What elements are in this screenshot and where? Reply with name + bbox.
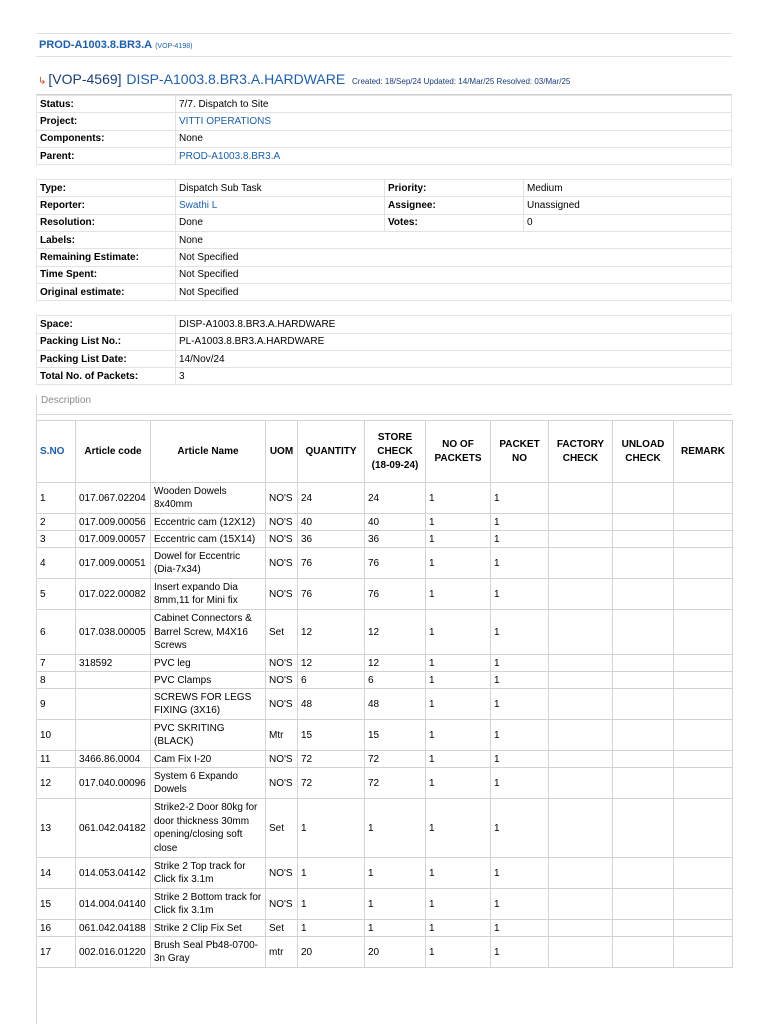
cell-uom: Mtr	[266, 720, 298, 751]
cell-unload-check	[613, 514, 674, 531]
votes-value: 0	[524, 214, 732, 231]
table-row	[37, 889, 733, 920]
col-header-store-check: STORE CHECK (18-09-24)	[365, 421, 426, 483]
subtask-icon: ↳	[38, 76, 47, 87]
cell-article-name: PVC leg	[151, 655, 266, 672]
table-row	[37, 751, 733, 768]
details-row-resolution	[37, 214, 732, 231]
cell-store-check: 76	[365, 548, 426, 579]
cell-article-name: Strike 2 Bottom track for Click fix 3.1m	[151, 889, 266, 920]
cell-article-code: 017.009.00051	[76, 548, 151, 579]
cell-store-check: 76	[365, 579, 426, 610]
cell-unload-check	[613, 610, 674, 655]
cell-unload-check	[613, 548, 674, 579]
cell-article-code: 017.038.00005	[76, 610, 151, 655]
cell-store-check: 12	[365, 655, 426, 672]
packing-list-header-row	[37, 421, 733, 483]
cell-remark	[674, 858, 733, 889]
cell-no-of-packets: 1	[426, 548, 491, 579]
packing-list-date-value: 14/Nov/24	[176, 350, 732, 367]
parent-breadcrumb	[36, 33, 732, 57]
table-row	[37, 548, 733, 579]
table-row	[37, 655, 733, 672]
cell-uom: NO'S	[266, 655, 298, 672]
cell-uom: NO'S	[266, 548, 298, 579]
packing-list-body	[37, 483, 733, 968]
description-heading: Description	[41, 395, 92, 407]
table-row	[37, 920, 733, 937]
cell-article-code: 017.022.00082	[76, 579, 151, 610]
cell-article-name: Cam Fix I-20	[151, 751, 266, 768]
table-row	[37, 689, 733, 720]
cell-store-check: 40	[365, 514, 426, 531]
cell-quantity: 12	[298, 610, 365, 655]
cell-factory-check	[549, 655, 613, 672]
cell-quantity: 1	[298, 858, 365, 889]
cell-article-code: 061.042.04188	[76, 920, 151, 937]
cell-packet-no: 1	[491, 483, 549, 514]
cell-uom: NO'S	[266, 483, 298, 514]
cell-remark	[674, 889, 733, 920]
packing-list-no-value: PL-A1003.8.BR3.A.HARDWARE	[176, 333, 732, 350]
remaining-estimate-label: Remaining Estimate:	[37, 249, 176, 266]
custom-row-packing-list-date	[37, 350, 732, 367]
cell-remark	[674, 920, 733, 937]
cell-packet-no: 1	[491, 751, 549, 768]
cell-store-check: 6	[365, 672, 426, 689]
cell-factory-check	[549, 579, 613, 610]
cell-uom: mtr	[266, 937, 298, 968]
priority-label: Priority:	[385, 180, 524, 197]
col-header-factory-check: FACTORY CHECK	[549, 421, 613, 483]
cell-quantity: 6	[298, 672, 365, 689]
assignee-label: Assignee:	[385, 197, 524, 214]
cell-article-name: Wooden Dowels 8x40mm	[151, 483, 266, 514]
table-row	[37, 858, 733, 889]
resolution-label: Resolution:	[37, 214, 176, 231]
custom-row-total-packets	[37, 368, 732, 385]
cell-sno: 11	[37, 751, 76, 768]
cell-sno: 17	[37, 937, 76, 968]
cell-article-code: 017.009.00057	[76, 531, 151, 548]
cell-unload-check	[613, 531, 674, 548]
packing-list-no-label: Packing List No.:	[37, 333, 176, 350]
cell-factory-check	[549, 920, 613, 937]
cell-packet-no: 1	[491, 610, 549, 655]
cell-unload-check	[613, 689, 674, 720]
cell-packet-no: 1	[491, 720, 549, 751]
cell-uom: NO'S	[266, 751, 298, 768]
total-packets-value: 3	[176, 368, 732, 385]
cell-article-name: Eccentric cam (15X14)	[151, 531, 266, 548]
cell-remark	[674, 937, 733, 968]
cell-unload-check	[613, 768, 674, 799]
cell-no-of-packets: 1	[426, 768, 491, 799]
cell-quantity: 48	[298, 689, 365, 720]
cell-factory-check	[549, 799, 613, 858]
cell-no-of-packets: 1	[426, 751, 491, 768]
cell-store-check: 15	[365, 720, 426, 751]
cell-article-name: Strike2-2 Door 80kg for door thickness 30mm opening/closing soft close	[151, 799, 266, 858]
cell-article-name: System 6 Expando Dowels	[151, 768, 266, 799]
cell-quantity: 76	[298, 579, 365, 610]
cell-article-code: 014.053.04142	[76, 858, 151, 889]
cell-packet-no: 1	[491, 799, 549, 858]
cell-article-name: PVC Clamps	[151, 672, 266, 689]
cell-remark	[674, 720, 733, 751]
cell-packet-no: 1	[491, 672, 549, 689]
cell-packet-no: 1	[491, 858, 549, 889]
cell-article-name: Strike 2 Top track for Click fix 3.1m	[151, 858, 266, 889]
cell-article-code	[76, 720, 151, 751]
table-row	[37, 579, 733, 610]
cell-store-check: 72	[365, 751, 426, 768]
col-header-packet-no: PACKET NO	[491, 421, 549, 483]
cell-article-name: PVC SKRITING (BLACK)	[151, 720, 266, 751]
cell-unload-check	[613, 937, 674, 968]
cell-store-check: 72	[365, 768, 426, 799]
table-row	[37, 937, 733, 968]
cell-sno: 8	[37, 672, 76, 689]
cell-store-check: 20	[365, 937, 426, 968]
table-row	[37, 720, 733, 751]
votes-label: Votes:	[385, 214, 524, 231]
table-row	[37, 610, 733, 655]
cell-unload-check	[613, 579, 674, 610]
cell-no-of-packets: 1	[426, 799, 491, 858]
cell-article-name: Insert expando Dia 8mm,11 for Mini fix	[151, 579, 266, 610]
cell-store-check: 24	[365, 483, 426, 514]
issue-title	[36, 69, 732, 95]
cell-sno: 10	[37, 720, 76, 751]
col-header-article-code: Article code	[76, 421, 151, 483]
labels-value: None	[176, 232, 732, 249]
cell-article-name: Brush Seal Pb48-0700-3n Gray	[151, 937, 266, 968]
description-panel	[36, 414, 732, 968]
cell-sno: 6	[37, 610, 76, 655]
time-spent-label: Time Spent:	[37, 266, 176, 283]
cell-quantity: 72	[298, 768, 365, 799]
cell-remark	[674, 531, 733, 548]
overview-row-project	[37, 113, 732, 130]
cell-article-code: 017.040.00096	[76, 768, 151, 799]
custom-row-packing-list-no	[37, 333, 732, 350]
cell-sno: 5	[37, 579, 76, 610]
cell-unload-check	[613, 720, 674, 751]
custom-fields-table	[36, 315, 732, 385]
cell-packet-no: 1	[491, 768, 549, 799]
overview-table	[36, 95, 732, 165]
cell-no-of-packets: 1	[426, 655, 491, 672]
cell-no-of-packets: 1	[426, 672, 491, 689]
status-label: Status:	[37, 96, 176, 113]
cell-uom: NO'S	[266, 672, 298, 689]
cell-unload-check	[613, 672, 674, 689]
cell-remark	[674, 514, 733, 531]
cell-store-check: 48	[365, 689, 426, 720]
details-row-original-estimate	[37, 283, 732, 300]
total-packets-label: Total No. of Packets:	[37, 368, 176, 385]
cell-uom: Set	[266, 610, 298, 655]
table-row	[37, 799, 733, 858]
cell-article-code: 017.009.00056	[76, 514, 151, 531]
cell-no-of-packets: 1	[426, 920, 491, 937]
cell-packet-no: 1	[491, 937, 549, 968]
col-header-unload-check: UNLOAD CHECK	[613, 421, 674, 483]
cell-unload-check	[613, 858, 674, 889]
details-row-labels	[37, 232, 732, 249]
cell-quantity: 24	[298, 483, 365, 514]
cell-unload-check	[613, 483, 674, 514]
cell-uom: NO'S	[266, 579, 298, 610]
cell-uom: Set	[266, 920, 298, 937]
issue-page	[36, 33, 732, 968]
details-table	[36, 179, 732, 301]
details-row-time-spent	[37, 266, 732, 283]
table-row	[37, 514, 733, 531]
overview-row-components	[37, 130, 732, 147]
components-value: None	[176, 130, 732, 147]
cell-packet-no: 1	[491, 531, 549, 548]
packing-list-date-label: Packing List Date:	[37, 350, 176, 367]
cell-uom: NO'S	[266, 858, 298, 889]
cell-no-of-packets: 1	[426, 720, 491, 751]
space-value: DISP-A1003.8.BR3.A.HARDWARE	[176, 316, 732, 333]
cell-factory-check	[549, 720, 613, 751]
cell-no-of-packets: 1	[426, 610, 491, 655]
cell-sno: 13	[37, 799, 76, 858]
cell-article-code: 318592	[76, 655, 151, 672]
cell-sno: 2	[37, 514, 76, 531]
cell-factory-check	[549, 610, 613, 655]
cell-factory-check	[549, 751, 613, 768]
cell-remark	[674, 799, 733, 858]
col-header-uom: UOM	[266, 421, 298, 483]
cell-packet-no: 1	[491, 579, 549, 610]
cell-store-check: 12	[365, 610, 426, 655]
cell-factory-check	[549, 483, 613, 514]
cell-unload-check	[613, 655, 674, 672]
cell-sno: 3	[37, 531, 76, 548]
time-spent-value: Not Specified	[176, 266, 732, 283]
col-header-remark: REMARK	[674, 421, 733, 483]
col-header-no-of-packets: NO OF PACKETS	[426, 421, 491, 483]
cell-no-of-packets: 1	[426, 514, 491, 531]
cell-uom: Set	[266, 799, 298, 858]
cell-article-name: Dowel for Eccentric (Dia-7x34)	[151, 548, 266, 579]
cell-factory-check	[549, 937, 613, 968]
cell-no-of-packets: 1	[426, 858, 491, 889]
cell-uom: NO'S	[266, 768, 298, 799]
type-value: Dispatch Sub Task	[176, 180, 385, 197]
cell-sno: 15	[37, 889, 76, 920]
cell-unload-check	[613, 799, 674, 858]
cell-article-code: 014.004.04140	[76, 889, 151, 920]
cell-article-name: Eccentric cam (12X12)	[151, 514, 266, 531]
cell-remark	[674, 483, 733, 514]
cell-article-code	[76, 672, 151, 689]
cell-quantity: 76	[298, 548, 365, 579]
cell-no-of-packets: 1	[426, 483, 491, 514]
cell-store-check: 1	[365, 799, 426, 858]
cell-sno: 7	[37, 655, 76, 672]
cell-store-check: 1	[365, 920, 426, 937]
parent-label: Parent:	[37, 147, 176, 164]
cell-quantity: 72	[298, 751, 365, 768]
cell-uom: NO'S	[266, 531, 298, 548]
cell-factory-check	[549, 531, 613, 548]
cell-uom: NO'S	[266, 689, 298, 720]
reporter-link[interactable]: Swathi L	[179, 200, 218, 212]
project-label: Project:	[37, 113, 176, 130]
cell-remark	[674, 548, 733, 579]
cell-store-check: 1	[365, 858, 426, 889]
cell-article-code	[76, 689, 151, 720]
table-row	[37, 483, 733, 514]
cell-factory-check	[549, 514, 613, 531]
cell-factory-check	[549, 889, 613, 920]
cell-packet-no: 1	[491, 889, 549, 920]
cell-factory-check	[549, 858, 613, 889]
cell-article-name: Cabinet Connectors & Barrel Screw, M4X16 Screws	[151, 610, 266, 655]
cell-remark	[674, 768, 733, 799]
assignee-value: Unassigned	[524, 197, 732, 214]
cell-article-code: 061.042.04182	[76, 799, 151, 858]
cell-factory-check	[549, 768, 613, 799]
issue-summary-link[interactable]: DISP-A1003.8.BR3.A.HARDWARE	[126, 71, 346, 87]
reporter-label: Reporter:	[37, 197, 176, 214]
cell-store-check: 1	[365, 889, 426, 920]
details-row-reporter	[37, 197, 732, 214]
original-estimate-value: Not Specified	[176, 283, 732, 300]
cell-no-of-packets: 1	[426, 579, 491, 610]
remaining-estimate-value: Not Specified	[176, 249, 732, 266]
components-label: Components:	[37, 130, 176, 147]
overview-row-status	[37, 96, 732, 113]
cell-packet-no: 1	[491, 655, 549, 672]
cell-article-name: SCREWS FOR LEGS FIXING (3X16)	[151, 689, 266, 720]
cell-remark	[674, 610, 733, 655]
space-label: Space:	[37, 316, 176, 333]
cell-sno: 16	[37, 920, 76, 937]
cell-quantity: 20	[298, 937, 365, 968]
cell-quantity: 36	[298, 531, 365, 548]
cell-quantity: 1	[298, 920, 365, 937]
cell-remark	[674, 751, 733, 768]
parent-issue-link[interactable]: PROD-A1003.8.BR3.A	[39, 39, 153, 51]
overview-row-parent	[37, 147, 732, 164]
cell-article-code: 3466.86.0004	[76, 751, 151, 768]
priority-value: Medium	[524, 180, 732, 197]
cell-packet-no: 1	[491, 689, 549, 720]
details-row-type	[37, 180, 732, 197]
cell-sno: 14	[37, 858, 76, 889]
cell-factory-check	[549, 672, 613, 689]
cell-store-check: 36	[365, 531, 426, 548]
issue-dates: Created: 18/Sep/24 Updated: 14/Mar/25 Resolved: 03/Mar/25	[352, 77, 571, 86]
cell-unload-check	[613, 889, 674, 920]
labels-label: Labels:	[37, 232, 176, 249]
table-row	[37, 768, 733, 799]
cell-remark	[674, 655, 733, 672]
cell-quantity: 40	[298, 514, 365, 531]
cell-sno: 12	[37, 768, 76, 799]
cell-uom: NO'S	[266, 514, 298, 531]
col-header-quantity: QUANTITY	[298, 421, 365, 483]
cell-unload-check	[613, 920, 674, 937]
packing-list-table	[36, 420, 733, 968]
project-link[interactable]: VITTI OPERATIONS	[179, 115, 272, 127]
cell-no-of-packets: 1	[426, 531, 491, 548]
cell-packet-no: 1	[491, 548, 549, 579]
cell-factory-check	[549, 689, 613, 720]
parent-issue-key: (VOP-4198)	[155, 43, 193, 50]
cell-sno: 9	[37, 689, 76, 720]
col-header-article-name: Article Name	[151, 421, 266, 483]
status-value: 7/7. Dispatch to Site	[176, 96, 732, 113]
cell-no-of-packets: 1	[426, 689, 491, 720]
cell-article-name: Strike 2 Clip Fix Set	[151, 920, 266, 937]
details-row-remaining-estimate	[37, 249, 732, 266]
cell-unload-check	[613, 751, 674, 768]
cell-remark	[674, 672, 733, 689]
cell-sno: 4	[37, 548, 76, 579]
custom-row-space	[37, 316, 732, 333]
cell-factory-check	[549, 548, 613, 579]
cell-article-code: 002.016.01220	[76, 937, 151, 968]
cell-quantity: 15	[298, 720, 365, 751]
cell-packet-no: 1	[491, 514, 549, 531]
table-row	[37, 672, 733, 689]
cell-quantity: 1	[298, 889, 365, 920]
type-label: Type:	[37, 180, 176, 197]
table-row	[37, 531, 733, 548]
cell-remark	[674, 689, 733, 720]
cell-remark	[674, 579, 733, 610]
original-estimate-label: Original estimate:	[37, 283, 176, 300]
cell-quantity: 1	[298, 799, 365, 858]
cell-no-of-packets: 1	[426, 889, 491, 920]
cell-quantity: 12	[298, 655, 365, 672]
cell-sno: 1	[37, 483, 76, 514]
cell-no-of-packets: 1	[426, 937, 491, 968]
resolution-value: Done	[176, 214, 385, 231]
col-header-sno: S.NO	[37, 421, 76, 483]
cell-uom: NO'S	[266, 889, 298, 920]
cell-article-code: 017.067.02204	[76, 483, 151, 514]
cell-packet-no: 1	[491, 920, 549, 937]
issue-key: [VOP-4569]	[48, 71, 122, 87]
parent-value-link[interactable]: PROD-A1003.8.BR3.A	[179, 150, 281, 162]
